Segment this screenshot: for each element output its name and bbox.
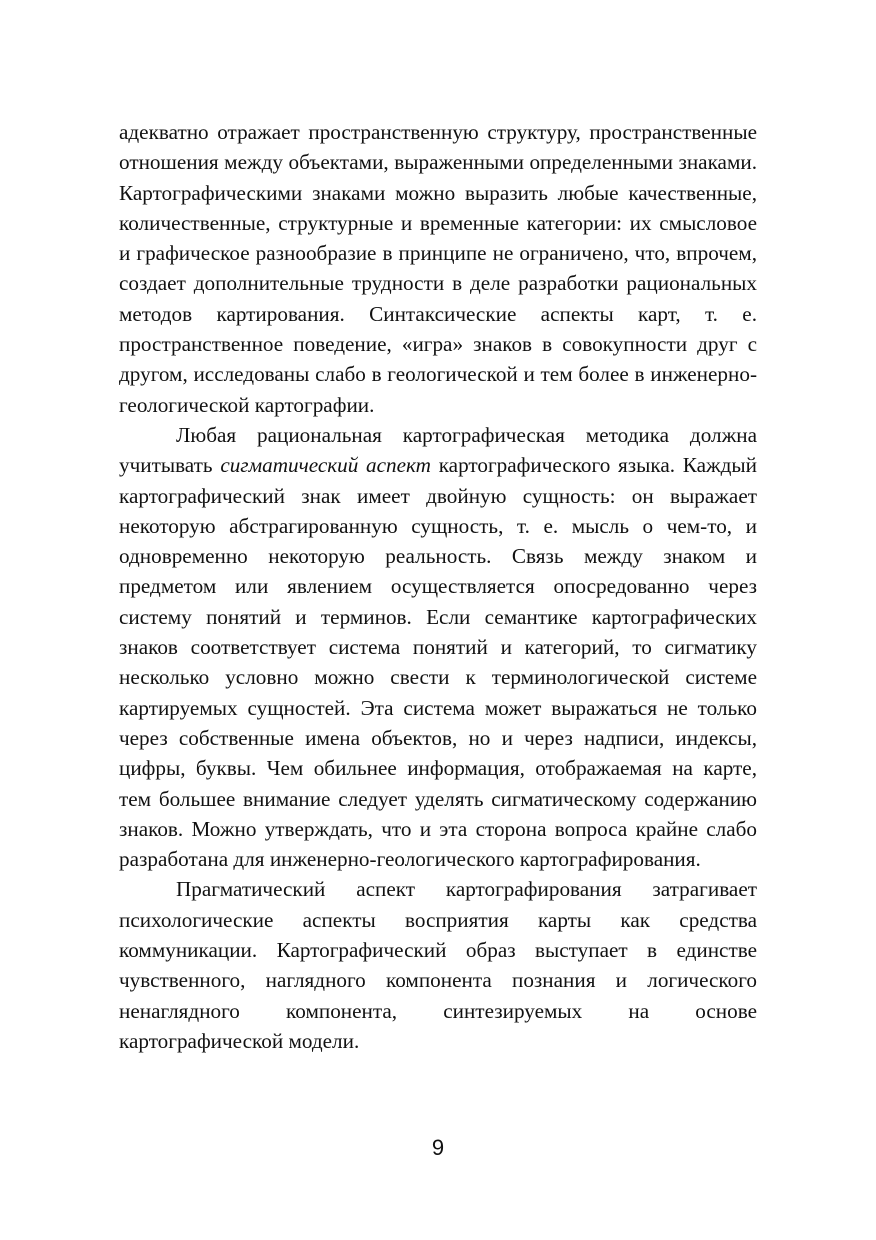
paragraph-2-rest: картографического языка. Каждый картографический знак имеет двойную сущность: он выражает некоторую абстрагированную сущность, т. е. мысль о чем-то, и одновременно некоторую реальность. Связь между знаком и предметом или явлением осуществляется опосредованно через систему понятий и терминов. Если семантике картографических знаков соответствует система понятий и категорий, то сигматику несколько условно можно свести к терминологической системе картируемых сущностей. Эта система может выражаться не только через собственные имена объектов, но и через надписи, индексы, цифры, буквы. Чем обильнее информация, отображаемая на карте, тем большее внимание следует уделять сигматическому содержанию знаков. Можно утверждать, что и эта сторона вопроса крайне слабо разработана для инженерно-геологического картографирования. bbox=[119, 453, 758, 872]
paragraph-1: адекватно отражает пространственную структуру, пространственные отношения между объектами, выраженными определенными знаками. Картографическими знаками можно выразить любые качественные, количественные, структурные и временные категории: их смысловое и графическое разнообразие в принципе не ограничено, что, впрочем, создает дополнительные трудности в деле разработки рациональных методов картирования. Синтаксические аспекты карт, т. е. пространственное поведение, «игра» знаков в совокупности друг с другом, исследованы слабо в геологической и тем более в инженерно-геологической картографии. bbox=[119, 120, 757, 417]
paragraph-3: Прагматический аспект картографирования затрагивает психологические аспекты восприятия карты как средства коммуникации. Картографический образ выступает в единстве чувственного, наглядного компонента познания и логического ненаглядного компонента, синтезируемых на основе картографической модели. bbox=[119, 877, 757, 1053]
page-body bbox=[119, 117, 757, 1056]
page-number: 9 bbox=[431, 1135, 445, 1160]
emphasis-sigmatic-aspect: сигматический аспект bbox=[220, 453, 431, 478]
paragraph-2 bbox=[119, 420, 757, 874]
paragraph-2-lead: Любая рациональная картографическая методика должна учитывать bbox=[119, 422, 757, 478]
